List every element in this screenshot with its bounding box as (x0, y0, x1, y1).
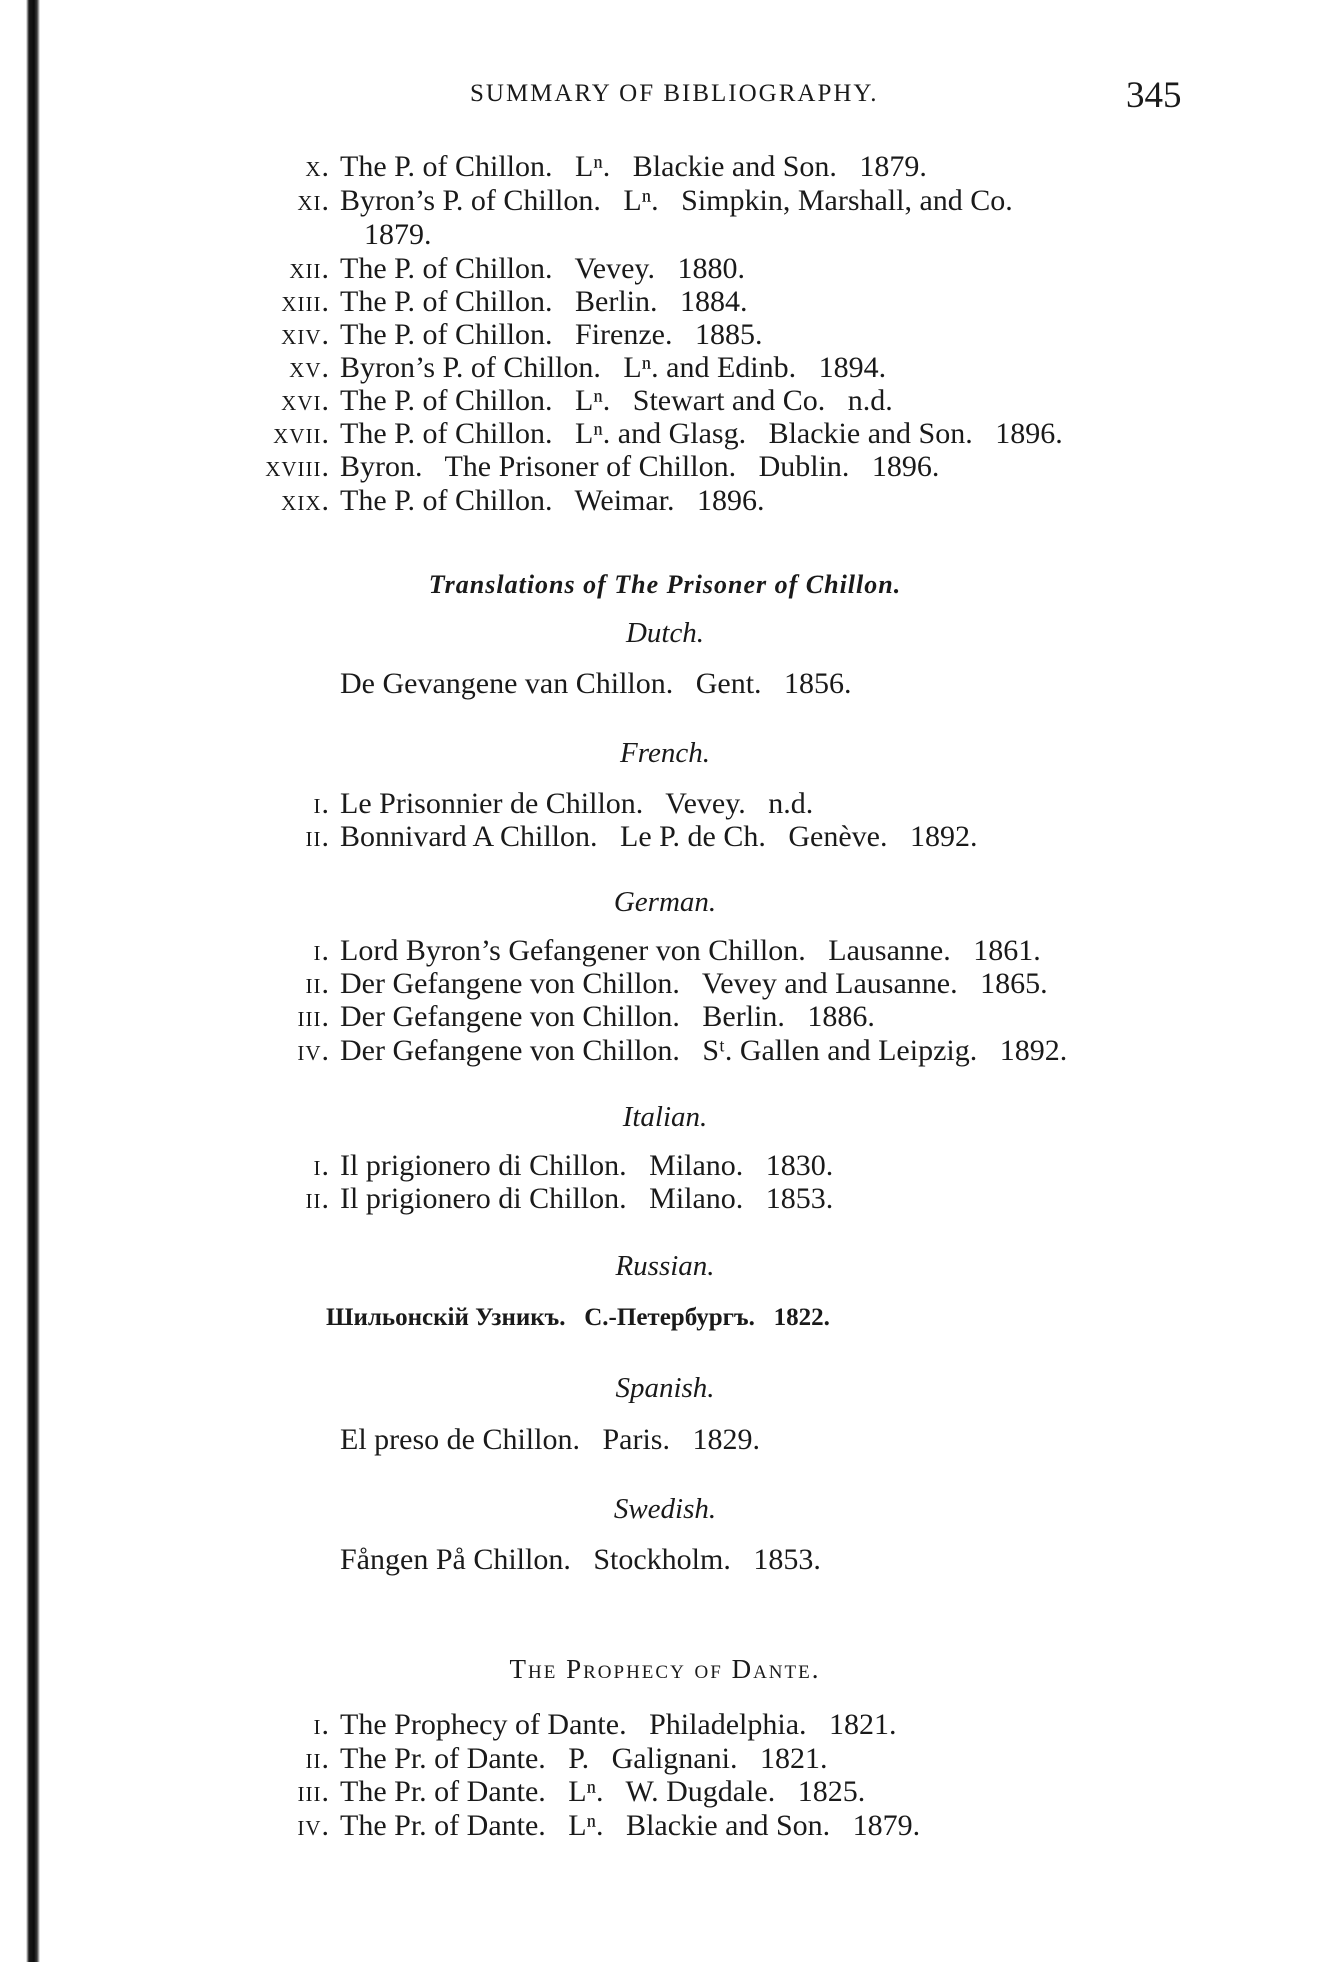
entry-text: Il prigionero di Chillon. Milano. 1853. (340, 1182, 834, 1215)
bibliography-entry (0, 285, 1330, 319)
translation-entry (0, 820, 1330, 854)
entry-text: Der Gefangene von Chillon. Berlin. 1886. (340, 1000, 875, 1033)
entry-numeral: i. (313, 1708, 330, 1741)
entry-numeral: xvii. (273, 417, 330, 450)
language-heading-italian: Italian. (622, 1101, 708, 1133)
bibliography-entry (0, 1775, 1330, 1809)
translation-entry-swedish: Fången På Chillon. Stockholm. 1853. (340, 1543, 821, 1576)
bibliography-entry (0, 318, 1330, 352)
bibliography-entry (0, 1809, 1330, 1843)
running-title: SUMMARY OF BIBLIOGRAPHY. (470, 80, 879, 107)
entry-numeral: xiii. (281, 285, 330, 318)
language-heading-russian: Russian. (615, 1250, 715, 1282)
entry-numeral: i. (313, 787, 330, 820)
entry-numeral: iii. (297, 1775, 330, 1808)
entry-numeral: i. (313, 934, 330, 967)
entry-numeral: xvi. (281, 384, 330, 417)
translation-entry (0, 1000, 1330, 1034)
entry-numeral: ii. (305, 1742, 330, 1775)
bibliography-entry (0, 184, 1330, 218)
entry-numeral: i. (313, 1149, 330, 1182)
entry-text: The Pr. of Dante. P. Galignani. 1821. (340, 1742, 828, 1775)
entry-text: The P. of Chillon. Weimar. 1896. (340, 484, 765, 517)
translation-entry-russian: Шильонскій Узникъ. С.-Петербургъ. 1822. (326, 1304, 830, 1331)
entry-text: Il prigionero di Chillon. Milano. 1830. (340, 1149, 834, 1182)
entry-text: The Pr. of Dante. Lⁿ. Blackie and Son. 1879. (340, 1809, 921, 1842)
entry-numeral: xix. (281, 484, 330, 517)
entry-numeral: xviii. (265, 450, 330, 483)
language-heading-dutch: Dutch. (625, 617, 705, 649)
entry-text: The P. of Chillon. Lⁿ. Stewart and Co. n.d. (340, 384, 893, 417)
entry-numeral: iii. (297, 1000, 330, 1033)
entry-text: The P. of Chillon. Lⁿ. Blackie and Son. 1879. (340, 150, 927, 183)
prophecy-heading: The Prophecy of Dante. (509, 1654, 821, 1684)
entry-numeral: xi. (297, 184, 330, 217)
bibliography-entry (0, 1742, 1330, 1776)
translation-entry (0, 967, 1330, 1001)
entry-text: The P. of Chillon. Firenze. 1885. (340, 318, 763, 351)
entry-text: The Pr. of Dante. Lⁿ. W. Dugdale. 1825. (340, 1775, 866, 1808)
entry-text: Bonnivard A Chillon. Le P. de Ch. Genève. 1892. (340, 820, 978, 853)
translation-entry (0, 787, 1330, 821)
entry-text: The P. of Chillon. Lⁿ. and Glasg. Blackie and Son. 1896. (340, 417, 1063, 450)
entry-text: Le Prisonnier de Chillon. Vevey. n.d. (340, 787, 814, 820)
entry-text: Byron. The Prisoner of Chillon. Dublin. 1896. (340, 450, 940, 483)
entry-text: Byron’s P. of Chillon. Lⁿ. Simpkin, Marshall, and Co. (340, 184, 1013, 217)
translation-entry-spanish: El preso de Chillon. Paris. 1829. (340, 1423, 760, 1456)
bibliography-entry (0, 484, 1330, 518)
translations-heading: Translations of The Prisoner of Chillon. (428, 570, 902, 599)
entry-text: Der Gefangene von Chillon. Vevey and Lausanne. 1865. (340, 967, 1048, 1000)
bibliography-entry (0, 1708, 1330, 1742)
language-heading-spanish: Spanish. (615, 1372, 715, 1404)
language-heading-french: French. (620, 737, 710, 769)
entry-text: The Prophecy of Dante. Philadelphia. 1821. (340, 1708, 897, 1741)
entry-numeral: xv. (289, 351, 330, 384)
translation-entry (0, 1149, 1330, 1183)
entry-text: Lord Byron’s Gefangener von Chillon. Lausanne. 1861. (340, 934, 1041, 967)
language-heading-german: German. (613, 886, 717, 918)
page-number: 345 (1126, 75, 1182, 116)
entry-numeral: iv. (297, 1809, 330, 1842)
bibliography-entry (0, 252, 1330, 286)
bibliography-entry (0, 351, 1330, 385)
translation-entry (0, 1034, 1330, 1068)
entry-numeral: xii. (289, 252, 330, 285)
entry-text: The P. of Chillon. Vevey. 1880. (340, 252, 745, 285)
entry-text: The P. of Chillon. Berlin. 1884. (340, 285, 748, 318)
entry-text: Der Gefangene von Chillon. Sᵗ. Gallen and Leipzig. 1892. (340, 1034, 1068, 1067)
entry-numeral: ii. (305, 967, 330, 1000)
entry-numeral: ii. (305, 820, 330, 853)
entry-text: Byron’s P. of Chillon. Lⁿ. and Edinb. 1894. (340, 351, 887, 384)
translation-entry (0, 1182, 1330, 1216)
bibliography-entry (0, 417, 1330, 451)
bibliography-entry (0, 150, 1330, 184)
entry-numeral: x. (305, 150, 330, 183)
language-heading-swedish: Swedish. (613, 1493, 717, 1525)
bibliography-entry (0, 450, 1330, 484)
entry-text: 1879. (364, 218, 432, 251)
translation-entry (0, 934, 1330, 968)
translation-entry-dutch: De Gevangene van Chillon. Gent. 1856. (340, 667, 852, 700)
entry-numeral: ii. (305, 1182, 330, 1215)
bibliography-entry-continuation (0, 218, 1330, 252)
entry-numeral: iv. (297, 1034, 330, 1067)
entry-numeral: xiv. (281, 318, 330, 351)
bibliography-entry (0, 384, 1330, 418)
